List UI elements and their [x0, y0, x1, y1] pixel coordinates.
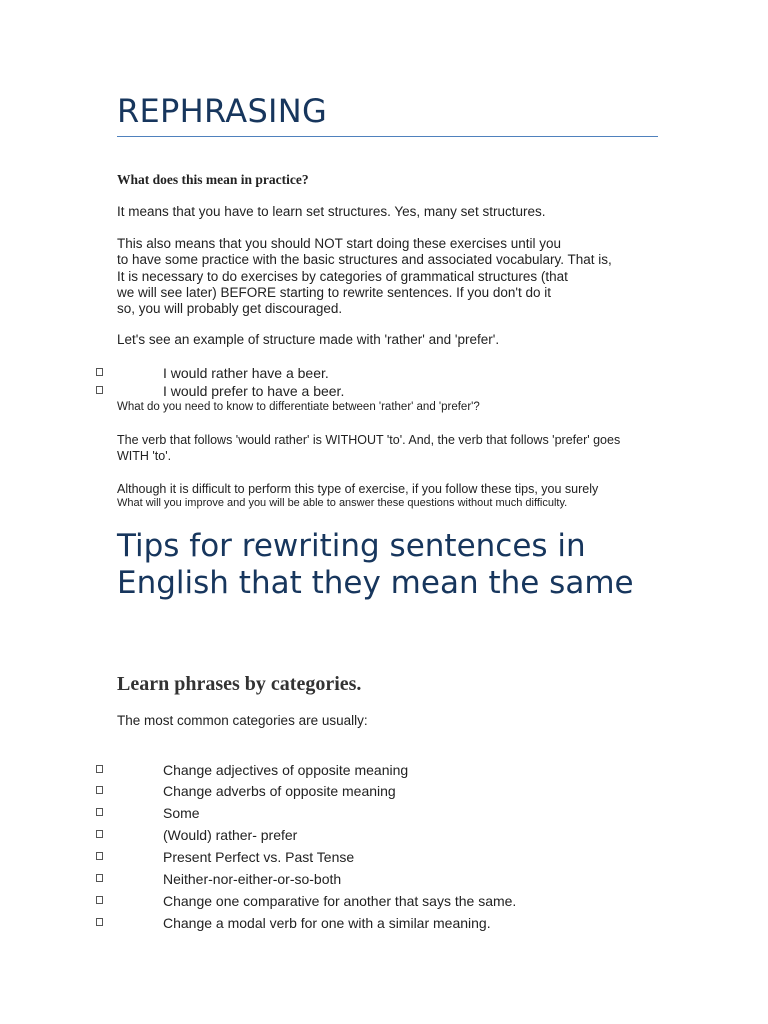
- bullet-icon: [96, 368, 103, 376]
- list-item: I would prefer to have a beer.: [0, 382, 768, 400]
- list-item: Neither-nor-either-or-so-both: [0, 870, 768, 888]
- bullet-icon: [96, 852, 103, 860]
- list-item: I would rather have a beer.: [0, 364, 768, 382]
- list-item: Change adjectives of opposite meaning: [0, 761, 768, 779]
- paragraph-practice-first: This also means that you should NOT start doing these exercises until you to have some practice with the basic structures and associated vocabulary. That is, It is necessary to do exercises by categories of grammatical structures (that we will see later) BEFORE starting to rewrite sentences. If you don't do it so, you will probably get discouraged.: [117, 236, 612, 317]
- paragraph-set-structures: It means that you have to learn set structures. Yes, many set structures.: [117, 204, 546, 219]
- section-heading-tips: Tips for rewriting sentences in English that they mean the same: [117, 528, 634, 601]
- list-item: Change a modal verb for one with a similar meaning.: [0, 914, 768, 932]
- list-item: Present Perfect vs. Past Tense: [0, 848, 768, 866]
- list-item: (Would) rather- prefer: [0, 826, 768, 844]
- title-underline: [117, 136, 658, 137]
- paragraph-verb-rule: The verb that follows 'would rather' is WITHOUT 'to'. And, the verb that follows 'prefer' goes WITH 'to'.: [117, 433, 621, 464]
- list-item: Some: [0, 804, 768, 822]
- paragraph-example-intro: Let's see an example of structure made with 'rather' and 'prefer'.: [117, 332, 500, 347]
- paragraph-tips-outcome: What will you improve and you will be able to answer these questions without much difficulty.: [117, 497, 568, 509]
- paragraph-common-categories: The most common categories are usually:: [117, 713, 368, 728]
- bullet-icon: [96, 874, 103, 882]
- list-item: Change adverbs of opposite meaning: [0, 782, 768, 800]
- list-item: Change one comparative for another that says the same.: [0, 892, 768, 910]
- paragraph-differentiate-question: What do you need to know to differentiate between 'rather' and 'prefer'?: [117, 401, 480, 413]
- bullet-icon: [96, 786, 103, 794]
- bullet-icon: [96, 386, 103, 394]
- page-title: REPHRASING: [117, 92, 328, 130]
- bullet-icon: [96, 896, 103, 904]
- practice-question: What does this mean in practice?: [117, 172, 309, 187]
- bullet-icon: [96, 918, 103, 926]
- bullet-icon: [96, 765, 103, 773]
- subheading-categories: Learn phrases by categories.: [117, 673, 362, 695]
- paragraph-tips-intro: Although it is difficult to perform this type of exercise, if you follow these tips, you surely: [117, 482, 599, 496]
- bullet-icon: [96, 830, 103, 838]
- bullet-icon: [96, 808, 103, 816]
